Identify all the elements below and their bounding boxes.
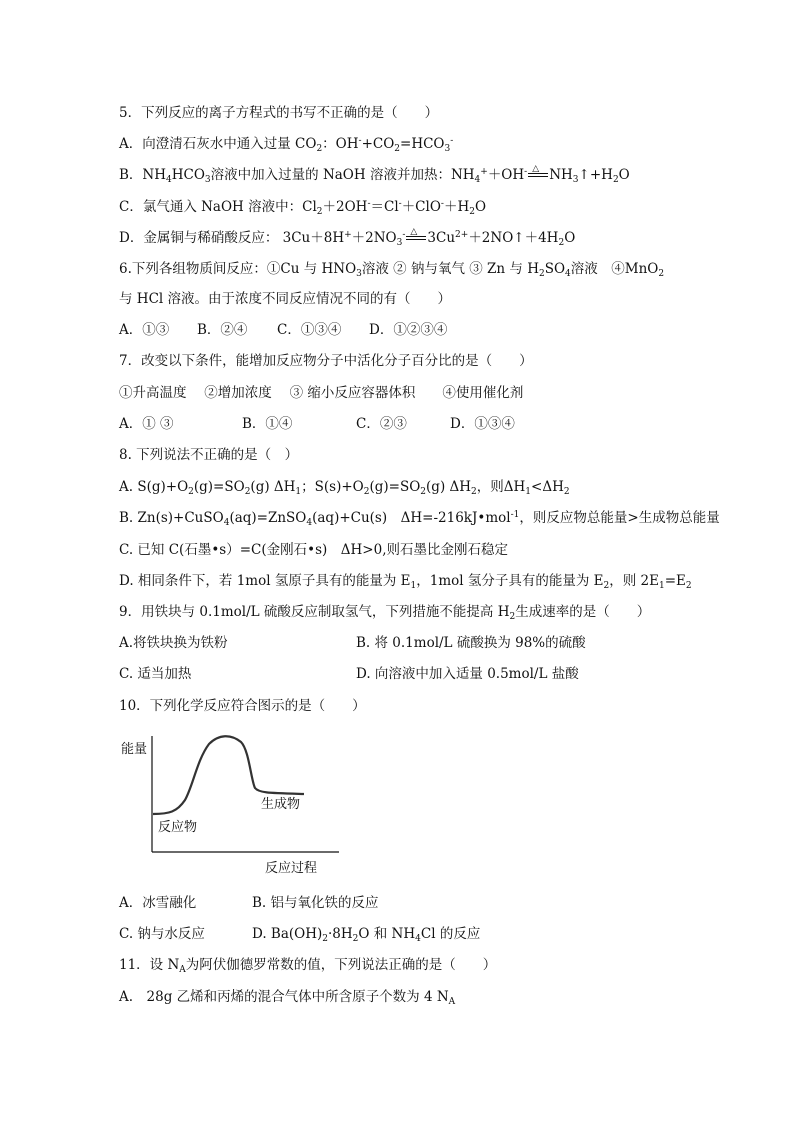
sub: 3 — [572, 175, 579, 185]
q5-stem: 5．下列反应的离子方程式的书写不正确的是（ ） — [119, 105, 439, 121]
sub: A — [448, 997, 456, 1007]
sup: -1 — [510, 510, 520, 520]
heat-symbol: △ — [532, 164, 540, 174]
text: 溶液中加入过量的 NaOH 溶液并加热：NH — [210, 167, 475, 183]
text: 9．用铁块与 0.1mol/L 硫酸反应制取氢气，下列措施不能提高 H — [119, 604, 510, 620]
text: O — [474, 199, 487, 215]
sub: 4 — [166, 175, 172, 185]
q9-option-c: C. 适当加热 — [119, 666, 192, 682]
sub: 2 — [316, 207, 323, 217]
x-axis-label: 反应过程 — [265, 861, 318, 876]
heat-symbol: △ — [410, 227, 418, 237]
reactants-label: 反应物 — [158, 820, 198, 835]
sup: + — [480, 167, 488, 177]
q6-option-b: B．②④ — [197, 322, 248, 338]
q8-option-b — [119, 509, 720, 527]
heat-arrow-icon — [405, 229, 427, 243]
sub: 1 — [410, 581, 417, 591]
sub: 1 — [295, 487, 302, 497]
q6-option-c: C．①③④ — [277, 322, 342, 338]
q7-option-a: A．① ③ — [119, 416, 174, 432]
sub: 3 — [204, 175, 211, 185]
text: B．NH — [119, 167, 167, 183]
text: ，1mol 氢分子具有的能量为 E — [416, 573, 604, 589]
q10-option-c: C. 钠与水反应 — [119, 926, 205, 942]
text: (g) ΔH — [250, 479, 296, 495]
text: ；S(s)+O — [301, 479, 364, 495]
q10-option-b: B. 铝与氧化铁的反应 — [252, 895, 379, 911]
heat-arrow-icon — [527, 166, 549, 180]
sup: - — [402, 230, 406, 240]
sup: - — [358, 136, 362, 146]
q7-stem: 7．改变以下条件，能增加反应物分子中活化分子百分比的是（ ） — [119, 353, 533, 369]
text: ↑+H — [578, 167, 613, 183]
text: O — [564, 230, 576, 246]
q10-option-a: A．冰雪融化 — [119, 895, 197, 911]
text: 3Cu — [427, 230, 456, 246]
sup: - — [440, 199, 444, 209]
text: 6.下列各组物质间反应：①Cu 与 HNO — [119, 261, 357, 277]
sub: 2 — [509, 612, 516, 622]
sub: 4 — [223, 518, 230, 528]
q9-option-d: D. 向溶液中加入适量 0.5mol/L 盐酸 — [356, 666, 579, 682]
sup: 2+ — [455, 230, 469, 240]
sub: 2 — [563, 487, 570, 497]
text: ，则反应物总能量>生成物总能量 — [519, 510, 720, 526]
q9-option-a: A.将铁块换为铁粉 — [119, 635, 228, 651]
text: (g)=SO — [369, 479, 421, 495]
text: A. S(g)+O — [119, 479, 189, 495]
q7-option-b: B．①④ — [242, 416, 293, 432]
sub: 3 — [356, 269, 362, 279]
text: Cl 的反应 — [420, 926, 481, 942]
sup: - — [367, 199, 371, 209]
text: ，则 2E — [609, 573, 659, 589]
sub: 1 — [525, 487, 532, 497]
text: ＋ClO — [401, 199, 441, 215]
sub: 2 — [603, 581, 610, 591]
products-label: 生成物 — [261, 797, 301, 812]
q6-stem-line1 — [119, 260, 664, 278]
sub: 2 — [316, 144, 323, 154]
q8-option-c: C. 已知 C(石墨•s）=C(金刚石•s) ΔH>0,则石墨比金刚石稳定 — [119, 542, 508, 558]
text: A．向澄清石灰水中通入过量 CO — [119, 136, 317, 152]
sub: 2 — [420, 487, 427, 497]
text: (g)=SO — [193, 479, 245, 495]
q5-option-c — [119, 198, 486, 216]
q11-stem — [119, 956, 496, 974]
sub: 4 — [474, 175, 481, 185]
sub: 3 — [444, 144, 451, 154]
sub: 2 — [394, 144, 401, 154]
text: =E — [664, 573, 686, 589]
text: +CO — [361, 136, 395, 152]
q6-options — [119, 321, 447, 339]
q10-stem: 10．下列化学反应符合图示的是（ ） — [119, 698, 366, 714]
sub: 2 — [322, 934, 329, 944]
text: SO — [544, 261, 566, 277]
text: 为阿伏伽德罗常数的值，下列说法正确的是（ ） — [185, 957, 497, 973]
sub: 4 — [565, 269, 571, 279]
q6-option-a: A．①③ — [119, 322, 170, 338]
text: D. 相同条件下，若 1mol 氢原子具有的能量为 E — [119, 573, 411, 589]
q7-option-d: D．①③④ — [450, 416, 515, 432]
q7-options — [119, 415, 515, 433]
text: <ΔH — [531, 479, 564, 495]
sub: 2 — [612, 175, 619, 185]
text: ＋OH — [487, 167, 525, 183]
sub: 1 — [659, 581, 665, 591]
text: D．金属铜与稀硝酸反应： 3Cu＋8H — [119, 230, 345, 246]
sub: 2 — [658, 269, 665, 279]
text: B. Zn(s)+CuSO — [119, 510, 224, 526]
q10-option-d — [252, 925, 480, 943]
text: (g) ΔH — [426, 479, 472, 495]
text: ＋2NO↑＋4H — [468, 230, 559, 246]
sub: 2 — [363, 487, 370, 497]
text: 11．设 N — [119, 957, 180, 973]
sub: 4 — [415, 934, 421, 944]
q8-stem: 8. 下列说法不正确的是（ ） — [119, 447, 299, 463]
sup: - — [398, 199, 402, 209]
text: ＋H — [443, 199, 470, 215]
q9-stem — [119, 603, 650, 621]
text: ＝Cl — [370, 199, 399, 215]
text: (aq)+Cu(s) ΔH=-216kJ•mol — [312, 510, 511, 526]
q6-stem-line2: 与 HCl 溶液。由于浓度不同反应情况不同的有（ ） — [119, 291, 452, 307]
sub: 2 — [685, 581, 692, 591]
sub: 3 — [396, 238, 403, 248]
text: 溶液 ② 钠与氧气 ③ Zn 与 H — [361, 261, 539, 277]
q6-option-d: D．①②③④ — [369, 322, 448, 338]
sub: 2 — [352, 934, 359, 944]
q8-option-d — [119, 572, 692, 590]
text: =HCO — [400, 136, 445, 152]
energy-profile-chart — [119, 730, 349, 880]
text: ＋2NO — [351, 230, 397, 246]
sup: - — [524, 167, 528, 177]
sup: + — [344, 230, 352, 240]
q11-option-a — [119, 988, 455, 1006]
text: HCO — [171, 167, 205, 183]
y-axis-label: 能量 — [121, 742, 148, 757]
text: ，则ΔH — [476, 479, 526, 495]
sub: 2 — [471, 487, 477, 497]
text: D. Ba(OH) — [252, 926, 323, 942]
sub: 2 — [538, 269, 545, 279]
sub: 2 — [469, 207, 475, 217]
text: O 和 NH — [358, 926, 416, 942]
q5-option-b — [119, 166, 630, 184]
q5-option-d — [119, 229, 575, 247]
text: 生成速率的是（ ） — [515, 604, 651, 620]
q8-option-a — [119, 478, 570, 496]
text: NH — [549, 167, 573, 183]
q7-conditions: ①升高温度 ②增加浓度 ③ 缩小反应容器体积 ④使用催化剂 — [119, 385, 524, 401]
sub: 2 — [244, 487, 251, 497]
sub: 2 — [558, 238, 565, 248]
text: ＋2OH — [322, 199, 368, 215]
sup: - — [450, 136, 454, 146]
text: ·8H — [328, 926, 353, 942]
sub: 2 — [188, 487, 194, 497]
text: (aq)=ZnSO — [229, 510, 307, 526]
text: C．氯气通入 NaOH 溶液中：Cl — [119, 199, 317, 215]
text: 溶液 ④MnO — [570, 261, 659, 277]
sub: 4 — [306, 518, 313, 528]
sub: A — [179, 965, 186, 975]
q9-option-b: B. 将 0.1mol/L 硫酸换为 98%的硫酸 — [356, 635, 586, 651]
q7-option-c: C．②③ — [356, 416, 407, 432]
q5-option-a — [119, 135, 453, 153]
text: A. 28g 乙烯和丙烯的混合气体中所含原子个数为 4 N — [119, 989, 449, 1005]
text: O — [618, 167, 630, 183]
text: ：OH — [322, 136, 359, 152]
